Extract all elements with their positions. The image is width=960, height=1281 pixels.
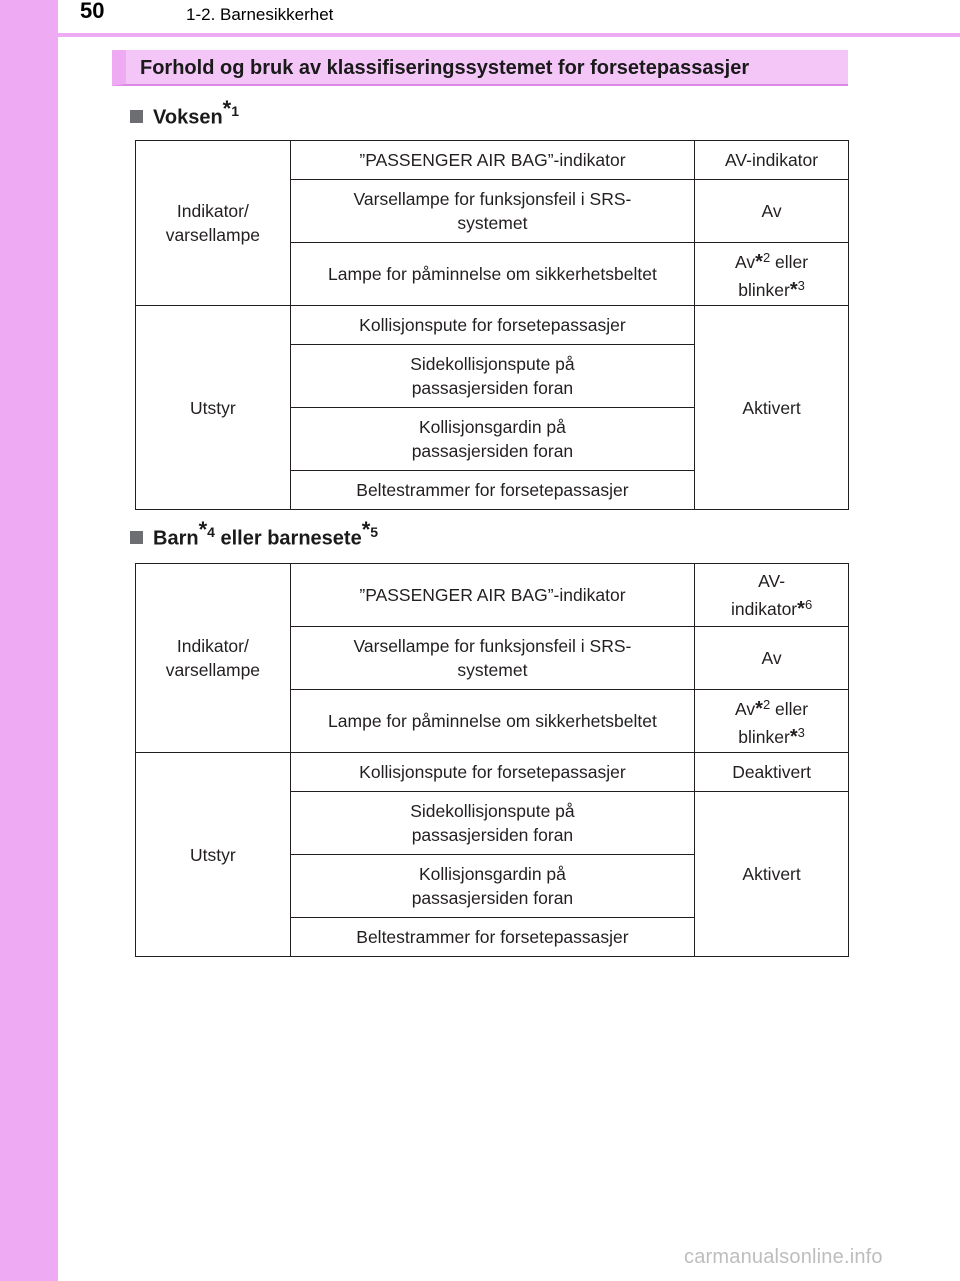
item-cell: ”PASSENGER AIR BAG”-indikator	[290, 141, 694, 180]
value-text	[717, 693, 827, 749]
value-part: eller blinker	[738, 252, 809, 300]
indicator-label-cell: Indikator/ varsellampe	[136, 141, 291, 306]
item-cell	[290, 792, 694, 855]
watermark: carmanualsonline.info	[684, 1246, 883, 1268]
equipment-label-cell: Utstyr	[136, 306, 291, 510]
value-cell: Av	[695, 627, 849, 690]
bullet-square-icon	[130, 110, 143, 123]
footnote-star-icon: *	[789, 726, 798, 748]
value-cell	[695, 564, 849, 627]
page-sidebar	[0, 0, 58, 1281]
item-text: Varsellampe for funksjonsfeil i SRS-systemet	[353, 636, 632, 680]
value-text	[717, 246, 827, 302]
item-text: Kollisjonsgardin på passasjersiden foran	[411, 864, 574, 908]
equipment-status-cell: Aktivert	[695, 306, 849, 510]
item-cell: Lampe for påminnelse om sikkerhetsbeltet	[290, 690, 694, 753]
footnote-ref: 3	[797, 278, 805, 293]
adult-table	[135, 140, 849, 510]
value-cell	[695, 243, 849, 306]
footnote-star-icon: *	[755, 251, 763, 273]
item-cell	[290, 408, 694, 471]
value-cell: Deaktivert	[695, 753, 849, 792]
footnote-ref: 3	[797, 725, 805, 740]
indicator-label-cell: Indikator/ varsellampe	[136, 564, 291, 753]
footnote-star-icon: *	[222, 96, 232, 121]
item-cell: Beltestrammer for forsetepassasjer	[290, 918, 694, 957]
item-cell	[290, 855, 694, 918]
value-cell: Av	[695, 180, 849, 243]
table-row	[136, 564, 849, 627]
value-part: Av	[735, 252, 756, 272]
subheading-adult	[130, 96, 239, 130]
table-row	[136, 306, 849, 345]
item-text: Sidekollisjonspute på passasjersiden foran	[410, 354, 575, 398]
value-part: AV- indikator	[730, 571, 798, 619]
page-number: 50	[80, 0, 105, 23]
footnote-ref: 6	[804, 597, 813, 612]
subheading-child-text: eller barnesete	[214, 527, 362, 550]
footnote-star-icon: *	[789, 279, 798, 301]
footnote-ref: 2	[762, 250, 771, 265]
value-cell	[695, 690, 849, 753]
subheading-child-text: Barn	[153, 527, 199, 550]
item-cell	[290, 345, 694, 408]
value-part: Av	[735, 699, 756, 719]
footnote-ref: 4	[207, 524, 215, 540]
item-text: Varsellampe for funksjonsfeil i SRS-systemet	[353, 189, 632, 233]
value-part: eller blinker	[738, 699, 809, 747]
table-row	[136, 753, 849, 792]
value-cell: AV-indikator	[695, 141, 849, 180]
footnote-star-icon: *	[198, 517, 208, 542]
item-cell	[290, 627, 694, 690]
child-table	[135, 563, 849, 957]
footnote-star-icon: *	[755, 698, 763, 720]
equipment-label-cell: Utstyr	[136, 753, 291, 957]
item-cell: Lampe for påminnelse om sikkerhetsbeltet	[290, 243, 694, 306]
subheading-adult-text: Voksen	[153, 106, 223, 129]
footnote-ref: 2	[762, 697, 771, 712]
subheading-child	[130, 517, 378, 551]
section-heading-box	[112, 50, 848, 86]
footnote-ref: 5	[370, 524, 379, 540]
footnote-star-icon: *	[361, 517, 371, 542]
footnote-ref: 1	[231, 103, 240, 119]
item-cell: Kollisjonspute for forsetepassasjer	[290, 753, 694, 792]
equipment-status-cell: Aktivert	[695, 792, 849, 957]
item-cell: Kollisjonspute for forsetepassasjer	[290, 306, 694, 345]
value-text	[722, 569, 822, 621]
item-cell: ”PASSENGER AIR BAG”-indikator	[290, 564, 694, 627]
section-heading: Forhold og bruk av klassifiseringssystemet for forsetepassasjer	[140, 57, 750, 79]
table-row	[136, 141, 849, 180]
item-text: Sidekollisjonspute på passasjersiden foran	[410, 801, 575, 845]
item-cell	[290, 180, 694, 243]
item-text: Kollisjonsgardin på passasjersiden foran	[411, 417, 574, 461]
bullet-square-icon	[130, 531, 143, 544]
section-title: 1-2. Barnesikkerhet	[186, 5, 334, 24]
item-cell: Beltestrammer for forsetepassasjer	[290, 471, 694, 510]
footnote-star-icon: *	[797, 598, 805, 620]
